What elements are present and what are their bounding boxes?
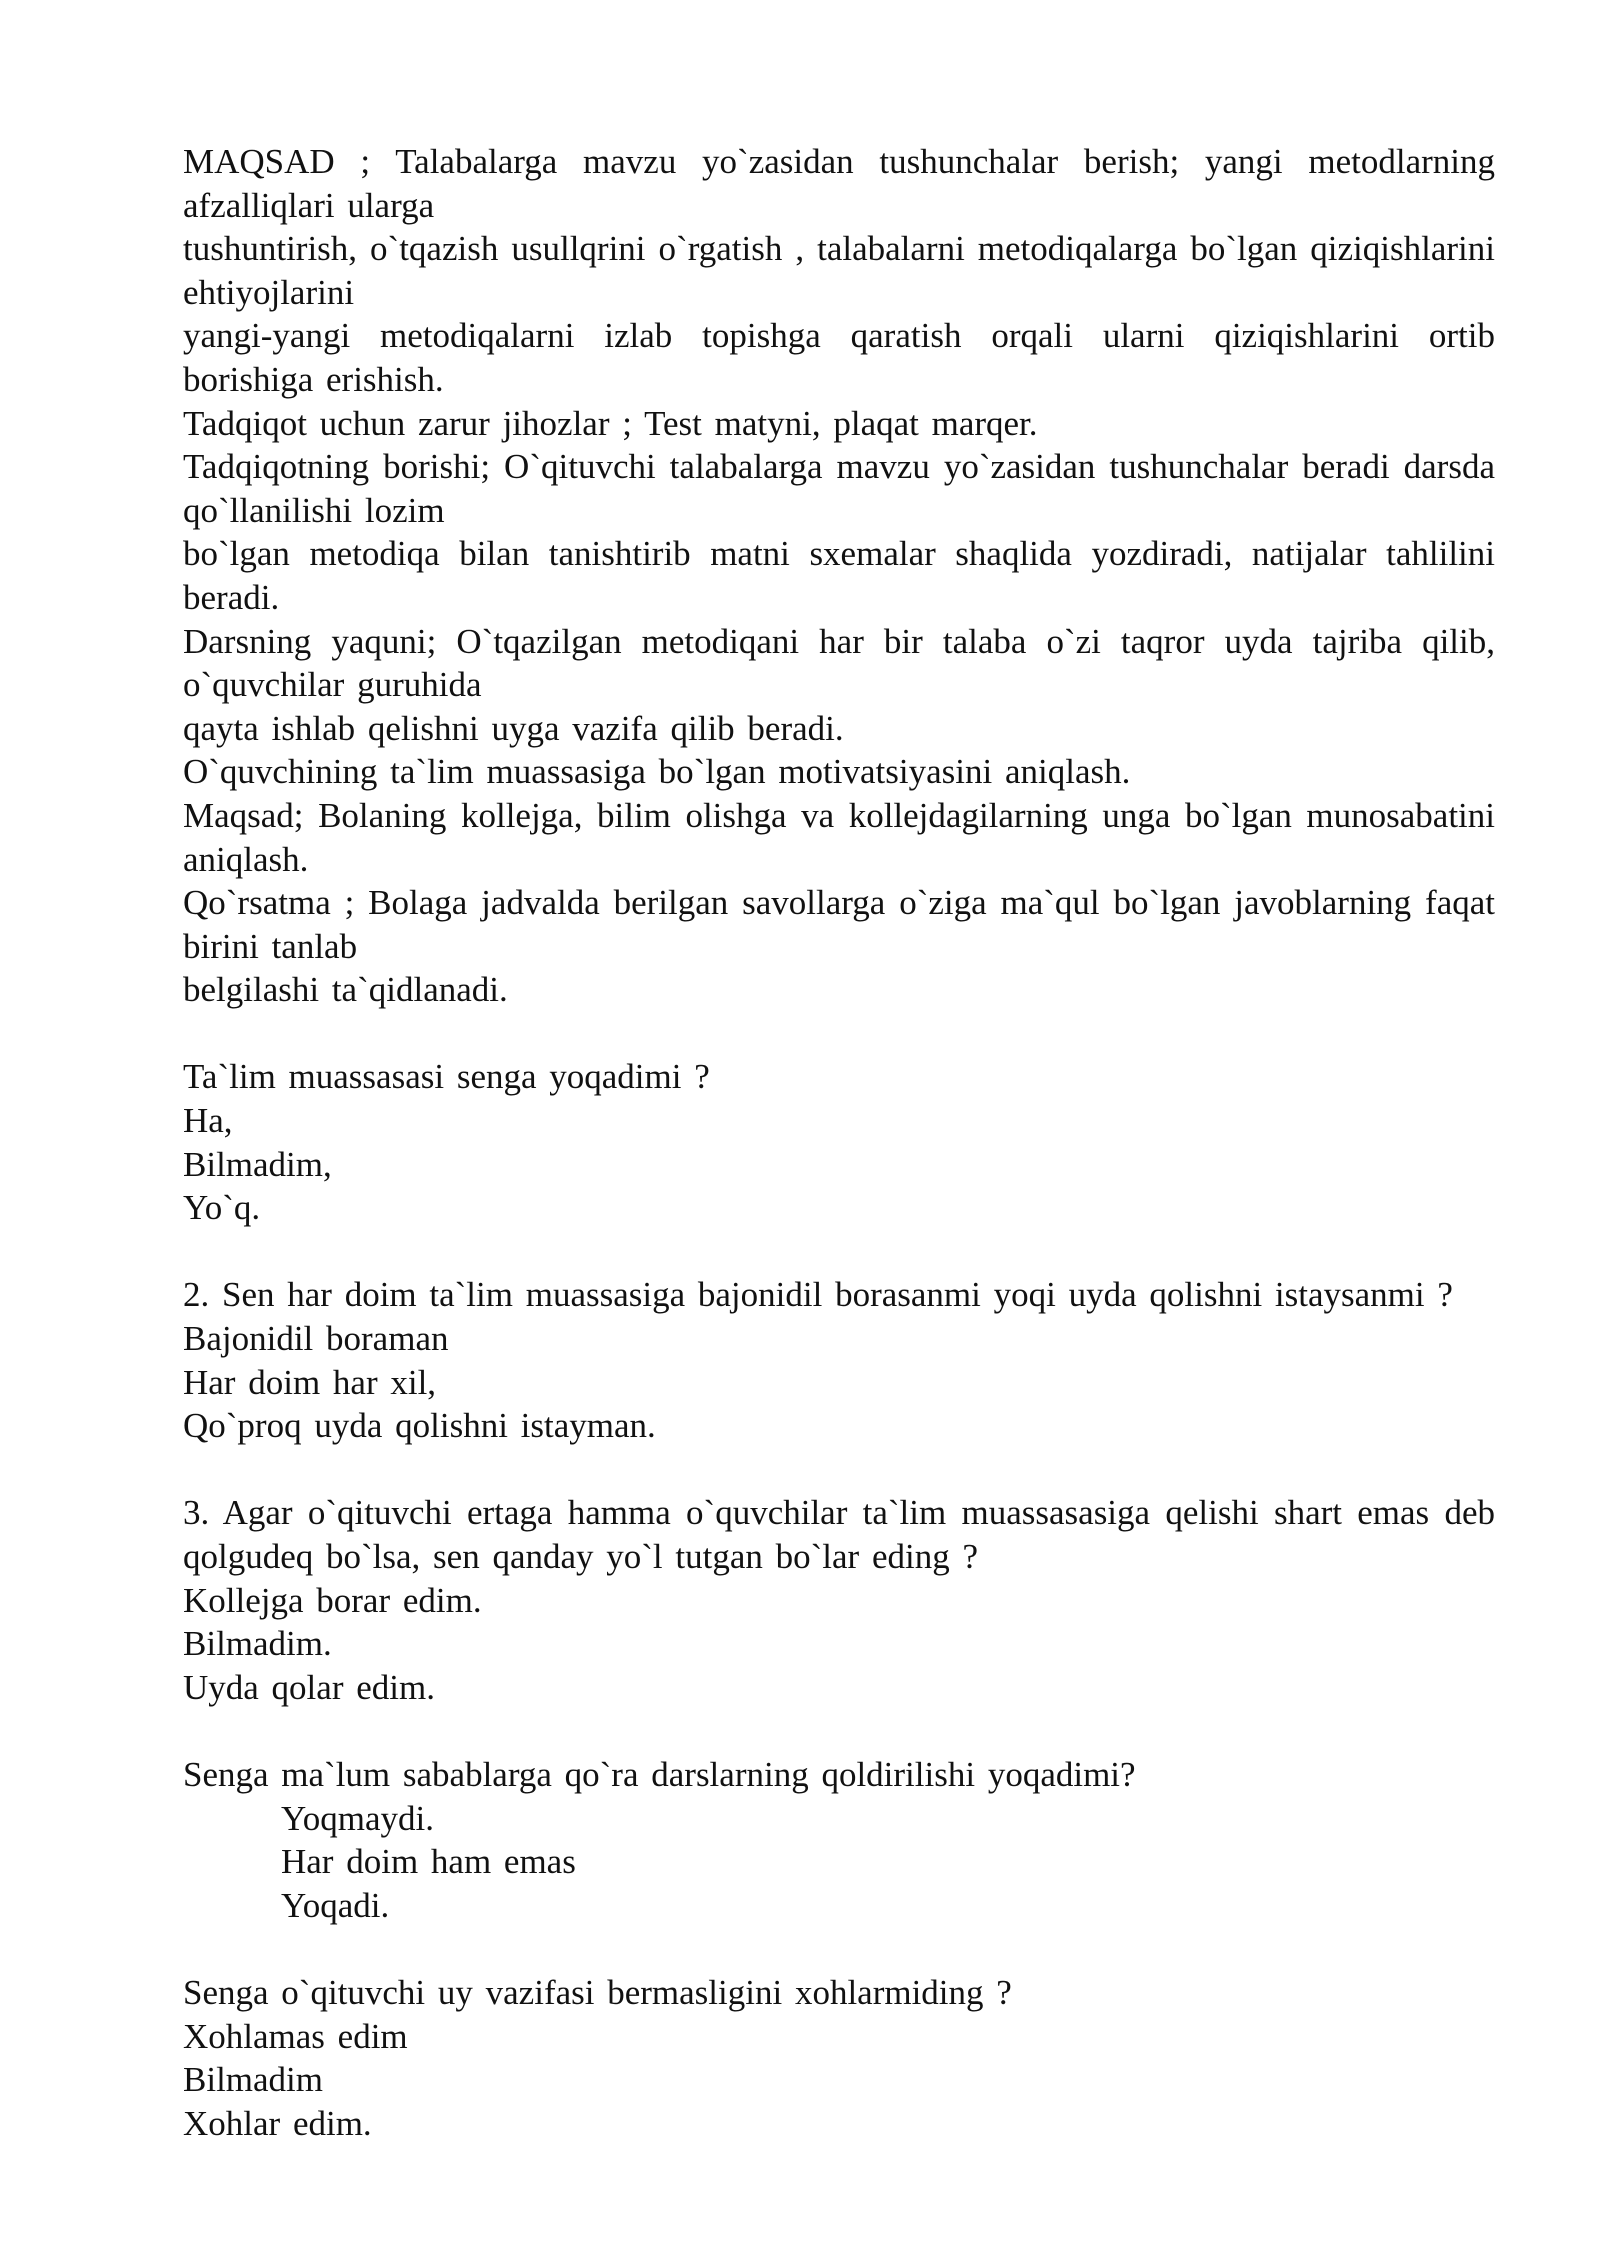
- section-heading: O`quvchining ta`lim muassasiga bo`lgan motivatsiyasini aniqlash.: [183, 752, 1131, 792]
- question-text: Senga ma`lum sabablarga qo`ra darslarning qoldirilishi yoqadimi?: [183, 1754, 1136, 1794]
- spacer: [183, 1230, 1495, 1274]
- intro-procedure-paragraph-cont: bo`lgan metodiqa bilan tanishtirib matni sxemalar shaqlida yozdiradi, natijalar tahlilini beradi.: [183, 534, 1495, 617]
- answer-option: Yoqadi.: [281, 1885, 390, 1925]
- intro-conclusion-paragraph-cont: qayta ishlab qelishni uyga vazifa qilib beradi.: [183, 708, 844, 748]
- answer-option: Qo`proq uyda qolishni istayman.: [183, 1406, 656, 1446]
- question-text: 2. Sen har doim ta`lim muassasiga bajonidil borasanmi yoqi uyda qolishni istaysanmi ?: [183, 1275, 1453, 1315]
- answer-option: Yo`q.: [183, 1188, 261, 1228]
- question-text: Senga o`qituvchi uy vazifasi bermasligini xohlarmiding ?: [183, 1972, 1012, 2012]
- spacer: [183, 1012, 1495, 1056]
- intro-goal-paragraph-cont-1: tushuntirish, o`tqazish usullqrini o`rgatish , talabalarni metodiqalarga bo`lgan qiziqishlarini ehtiyojlarini: [183, 229, 1495, 312]
- intro-procedure-paragraph: Tadqiqotning borishi; O`qituvchi talabalarga mavzu yo`zasidan tushunchalar beradi darsda qo`llanilishi lozim: [183, 447, 1495, 530]
- question-text: Ta`lim muassasasi senga yoqadimi ?: [183, 1057, 710, 1097]
- section-goal-paragraph: Maqsad; Bolaning kollejga, bilim olishga va kollejdagilarning unga bo`lgan munosabatini aniqlash.: [183, 795, 1495, 879]
- answer-option: Bilmadim.: [183, 1624, 332, 1664]
- answer-option: Ha,: [183, 1101, 233, 1141]
- section-instruction-paragraph-cont: belgilashi ta`qidlanadi.: [183, 970, 508, 1010]
- answer-option: Uyda qolar edim.: [183, 1667, 435, 1707]
- answer-option: Yoqmaydi.: [281, 1798, 435, 1838]
- answer-option: Bajonidil boraman: [183, 1319, 449, 1359]
- intro-goal-paragraph: MAQSAD ; Talabalarga mavzu yo`zasidan tushunchalar berish; yangi metodlarning afzalliqlari ularga: [183, 142, 1495, 225]
- section-instruction-paragraph: Qo`rsatma ; Bolaga jadvalda berilgan savollarga o`ziga ma`qul bo`lgan javoblarning faqat birini tanlab: [183, 883, 1495, 966]
- question-text: 3. Agar o`qituvchi ertaga hamma o`quvchilar ta`lim muassasasiga qelishi shart emas deb qolgudeq bo`lsa, sen qanday yo`l tutgan bo`lar eding ?: [183, 1493, 1495, 1576]
- answer-option: Bilmadim: [183, 2060, 323, 2100]
- spacer: [183, 1709, 1495, 1753]
- answer-option: Xohlar edim.: [183, 2103, 372, 2143]
- intro-conclusion-paragraph: Darsning yaquni; O`tqazilgan metodiqani har bir talaba o`zi taqror uyda tajriba qilib, o`quvchilar guruhida: [183, 621, 1495, 705]
- answer-option: Xohlamas edim: [183, 2016, 408, 2056]
- answer-option: Har doim ham emas: [281, 1842, 576, 1882]
- spacer: [183, 1448, 1495, 1492]
- intro-equipment-line: Tadqiqot uchun zarur jihozlar ; Test matyni, plaqat marqer.: [183, 403, 1038, 443]
- answer-option: Kollejga borar edim.: [183, 1580, 482, 1620]
- intro-goal-paragraph-cont-2: yangi-yangi metodiqalarni izlab topishga qaratish orqali ularni qiziqishlarini ortib borishiga erishish.: [183, 316, 1495, 399]
- spacer: [183, 1927, 1495, 1971]
- answer-option: Har doim har xil,: [183, 1362, 437, 1402]
- document-page: [183, 140, 1495, 2145]
- answer-option: Bilmadim,: [183, 1144, 332, 1184]
